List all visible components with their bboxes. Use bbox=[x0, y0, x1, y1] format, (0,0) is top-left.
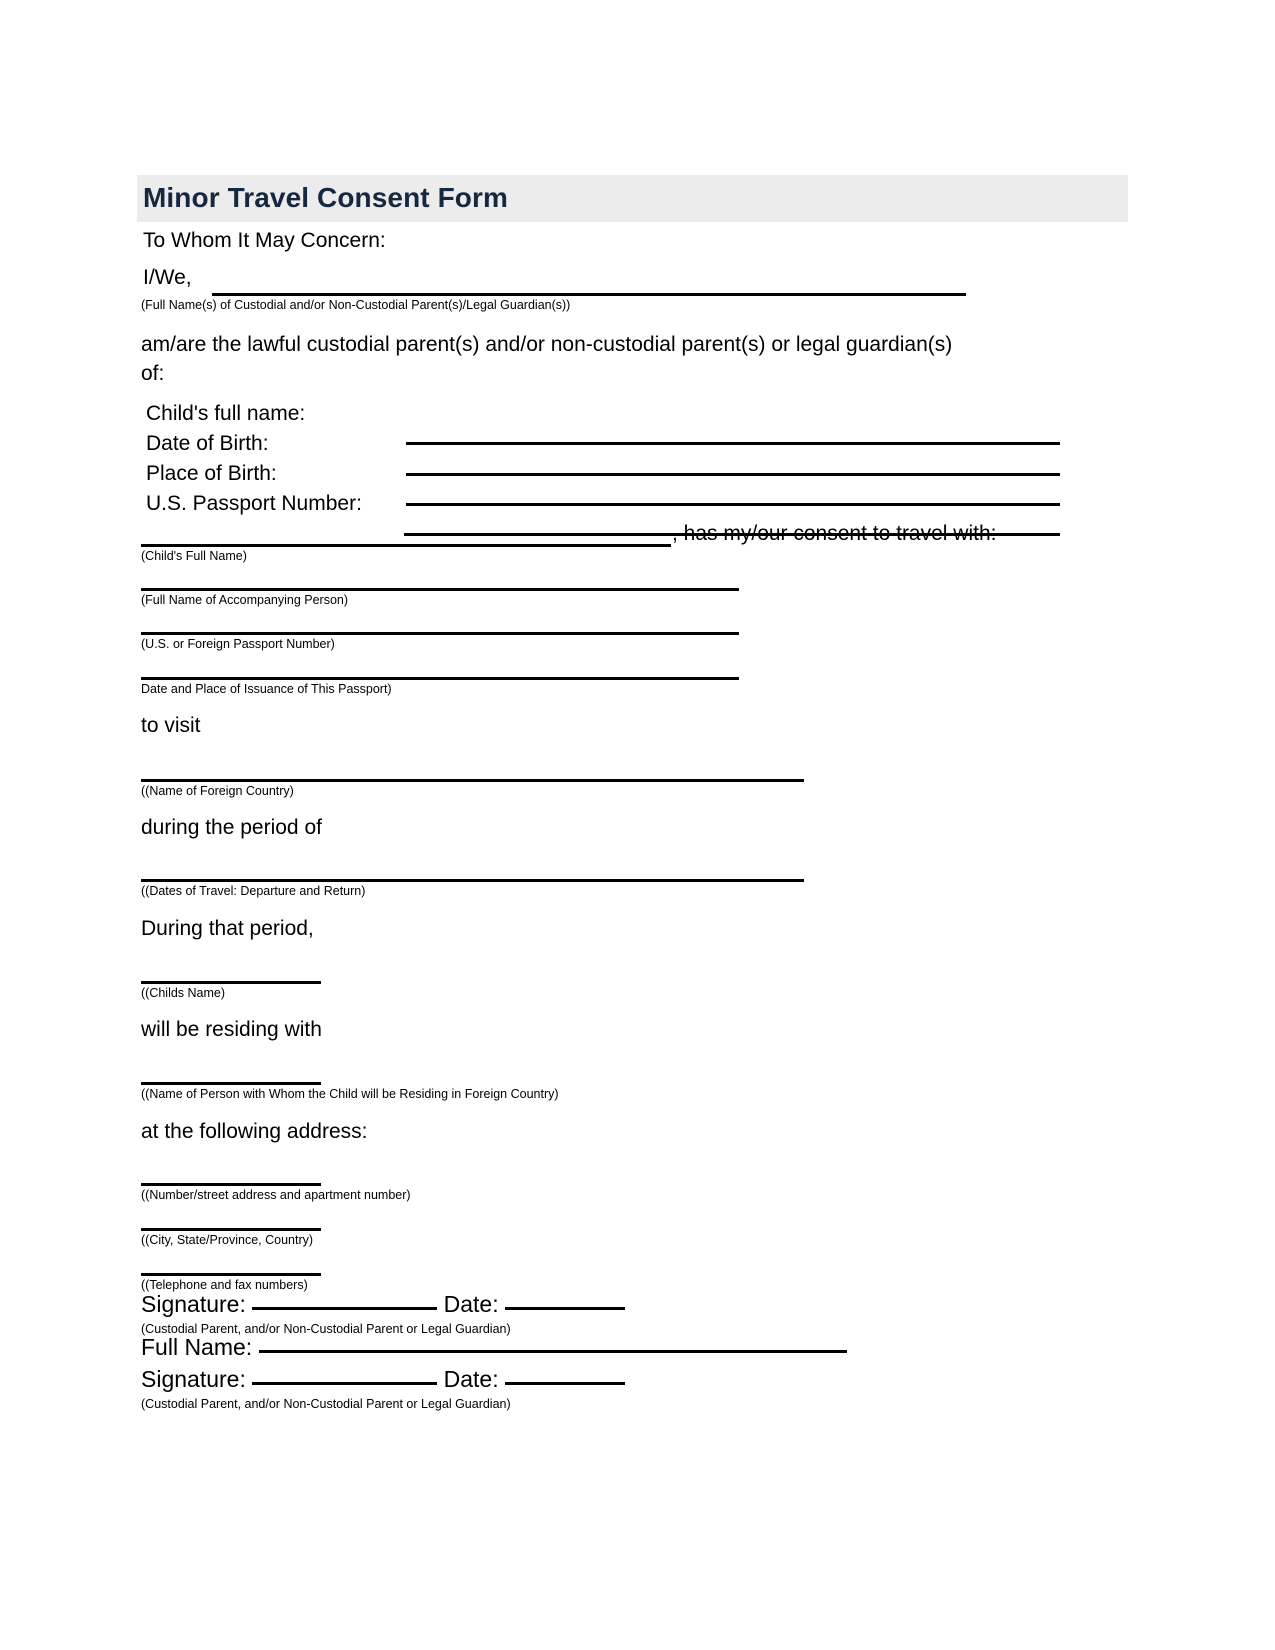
consent-trailing-text: , has my/our consent to travel with: bbox=[672, 522, 997, 545]
place-of-birth-blank-line[interactable] bbox=[406, 503, 1060, 506]
guardian-caption-2: (Custodial Parent, and/or Non-Custodial Parent or Legal Guardian) bbox=[141, 1397, 511, 1411]
guardian-caption-1: (Custodial Parent, and/or Non-Custodial Parent or Legal Guardian) bbox=[141, 1322, 511, 1336]
foreign-country-blank-line[interactable] bbox=[141, 779, 804, 782]
date-label-1: Date: bbox=[443, 1291, 499, 1317]
child-full-name-caption: (Child's Full Name) bbox=[141, 549, 247, 563]
full-name-blank[interactable] bbox=[259, 1350, 847, 1353]
date-blank-1[interactable] bbox=[505, 1307, 625, 1310]
accompanying-person-blank-line[interactable] bbox=[141, 588, 739, 591]
date-of-birth-blank-line[interactable] bbox=[406, 473, 1060, 476]
page-title: Minor Travel Consent Form bbox=[143, 182, 508, 213]
host-name-blank-line[interactable] bbox=[141, 1082, 321, 1085]
date-blank-2[interactable] bbox=[505, 1382, 625, 1385]
passport-issuance-caption: Date and Place of Issuance of This Passport) bbox=[141, 682, 392, 696]
parent-names-caption: (Full Name(s) of Custodial and/or Non-Custodial Parent(s)/Legal Guardian(s)) bbox=[141, 298, 571, 312]
signature-blank-1[interactable] bbox=[252, 1307, 437, 1310]
passport-issuance-blank-line[interactable] bbox=[141, 677, 739, 680]
city-state-country-blank-line[interactable] bbox=[141, 1228, 321, 1231]
childs-name-blank-line[interactable] bbox=[141, 981, 321, 984]
accompanying-person-caption: (Full Name of Accompanying Person) bbox=[141, 593, 349, 607]
child-full-name-blank-line[interactable] bbox=[406, 442, 1060, 445]
telephone-fax-blank-line[interactable] bbox=[141, 1273, 321, 1276]
full-name-row bbox=[141, 1334, 847, 1361]
us-passport-number-label: U.S. Passport Number: bbox=[146, 492, 362, 515]
child-name-consent-blank-line[interactable] bbox=[141, 544, 671, 547]
child-full-name-label: Child's full name: bbox=[146, 402, 306, 425]
accompanying-passport-blank-line[interactable] bbox=[141, 632, 739, 635]
host-name-caption: ((Name of Person with Whom the Child will be Residing in Foreign Country) bbox=[141, 1087, 559, 1101]
iwe-label: I/We, bbox=[143, 266, 192, 289]
signature-label-1: Signature: bbox=[141, 1291, 246, 1317]
during-period-label: during the period of bbox=[141, 816, 322, 839]
city-state-country-caption: ((City, State/Province, Country) bbox=[141, 1233, 314, 1247]
travel-dates-caption: ((Dates of Travel: Departure and Return) bbox=[141, 884, 366, 898]
declaration-line-2: of: bbox=[141, 362, 165, 385]
childs-name-caption: ((Childs Name) bbox=[141, 986, 226, 1000]
signature-label-2: Signature: bbox=[141, 1366, 246, 1392]
salutation-text: To Whom It May Concern: bbox=[143, 229, 386, 252]
during-that-period-label: During that period, bbox=[141, 917, 314, 940]
declaration-line-1: am/are the lawful custodial parent(s) and/or non-custodial parent(s) or legal guardian(s) bbox=[141, 333, 953, 356]
signature-blank-2[interactable] bbox=[252, 1382, 437, 1385]
foreign-country-caption: ((Name of Foreign Country) bbox=[141, 784, 294, 798]
date-label-2: Date: bbox=[443, 1366, 499, 1392]
travel-dates-blank-line[interactable] bbox=[141, 879, 804, 882]
place-of-birth-label: Place of Birth: bbox=[146, 462, 277, 485]
street-address-caption: ((Number/street address and apartment number) bbox=[141, 1188, 411, 1202]
full-name-label: Full Name: bbox=[141, 1334, 253, 1360]
to-visit-label: to visit bbox=[141, 714, 201, 737]
address-intro-label: at the following address: bbox=[141, 1120, 368, 1143]
accompanying-passport-caption: (U.S. or Foreign Passport Number) bbox=[141, 637, 335, 651]
will-be-residing-label: will be residing with bbox=[141, 1018, 322, 1041]
signature-row-1 bbox=[141, 1291, 625, 1318]
street-address-blank-line[interactable] bbox=[141, 1183, 321, 1186]
signature-row-2 bbox=[141, 1366, 625, 1393]
parent-names-blank-line[interactable] bbox=[212, 293, 966, 296]
telephone-fax-caption: ((Telephone and fax numbers) bbox=[141, 1278, 308, 1292]
date-of-birth-label: Date of Birth: bbox=[146, 432, 269, 455]
